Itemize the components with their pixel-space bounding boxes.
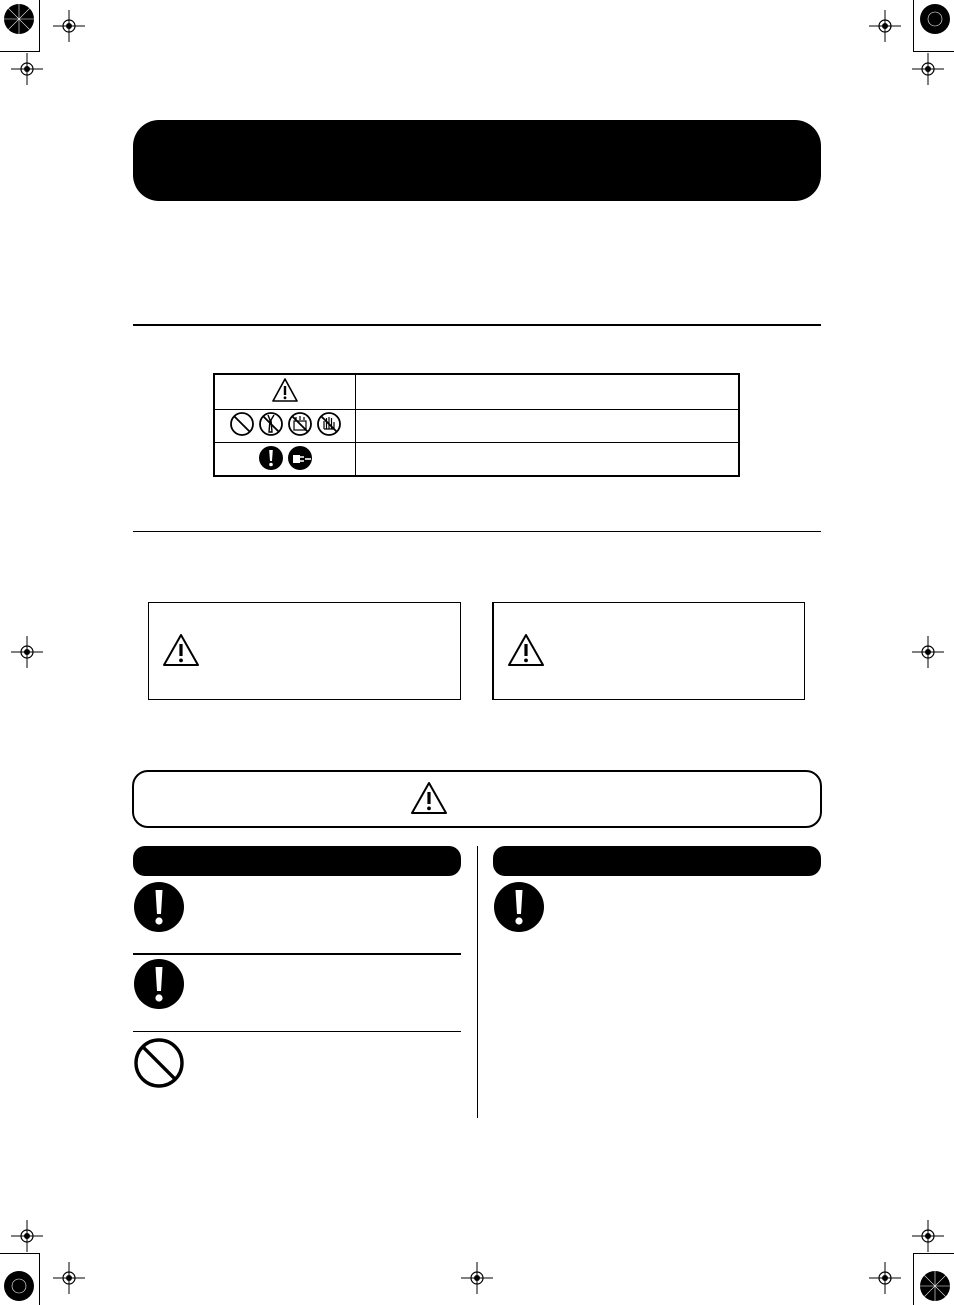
crop-line-bottom-left bbox=[0, 1253, 40, 1305]
unplug-power-icon bbox=[287, 445, 313, 475]
legend-row-1-text bbox=[365, 375, 735, 409]
legend-column-divider bbox=[355, 375, 356, 475]
registration-mark-bottom-left bbox=[11, 1220, 43, 1252]
warning-triangle-icon bbox=[410, 781, 448, 819]
legend-row-2-icons bbox=[215, 410, 355, 442]
do-not-expose-water-icon bbox=[287, 411, 313, 441]
do-not-disassemble-icon bbox=[258, 411, 284, 441]
mandatory-action-icon bbox=[133, 881, 185, 937]
registration-mark-mid-left bbox=[11, 636, 43, 668]
right-column-header bbox=[493, 846, 821, 876]
registration-mark-top-right-2 bbox=[912, 53, 944, 85]
legend-row-2-text bbox=[365, 410, 735, 442]
registration-mark-bottom-right-2 bbox=[912, 1220, 944, 1252]
registration-mark-bottom-left-2 bbox=[53, 1262, 85, 1294]
mandatory-action-icon bbox=[493, 881, 545, 937]
crop-line-top-left bbox=[0, 0, 40, 52]
prohibition-icon bbox=[133, 1037, 185, 1093]
left-item-divider-1 bbox=[133, 953, 461, 955]
column-divider bbox=[477, 846, 478, 1118]
warning-triangle-icon bbox=[507, 633, 545, 671]
mandatory-action-icon bbox=[133, 958, 185, 1014]
legend-row-3-icons bbox=[215, 443, 355, 477]
legend-row-1-icons bbox=[215, 375, 355, 409]
prohibition-icon bbox=[229, 411, 255, 441]
warning-triangle-icon bbox=[271, 377, 299, 407]
legend-row-3-text bbox=[365, 443, 735, 477]
do-not-touch-wet-hands-icon bbox=[316, 411, 342, 441]
symbol-legend-table bbox=[213, 373, 740, 477]
registration-mark-bottom-right bbox=[869, 1262, 901, 1294]
notice-box-right bbox=[492, 602, 805, 700]
section-rule-middle bbox=[133, 531, 821, 532]
registration-mark-top-left-2 bbox=[11, 53, 43, 85]
notice-box-left bbox=[148, 602, 461, 700]
crop-line-top-right bbox=[913, 0, 954, 52]
registration-mark-top-right bbox=[869, 10, 901, 42]
page-title-bar bbox=[133, 120, 821, 201]
crop-line-bottom-right bbox=[913, 1253, 954, 1305]
registration-mark-bottom-center bbox=[461, 1262, 493, 1294]
left-column-header bbox=[133, 846, 461, 876]
left-item-divider-2 bbox=[133, 1031, 461, 1032]
section-rule-top bbox=[133, 324, 821, 326]
registration-mark-mid-right bbox=[912, 636, 944, 668]
warning-triangle-icon bbox=[162, 633, 200, 671]
registration-mark-top-left bbox=[53, 10, 85, 42]
mandatory-action-icon bbox=[258, 445, 284, 475]
warning-banner bbox=[132, 770, 822, 828]
